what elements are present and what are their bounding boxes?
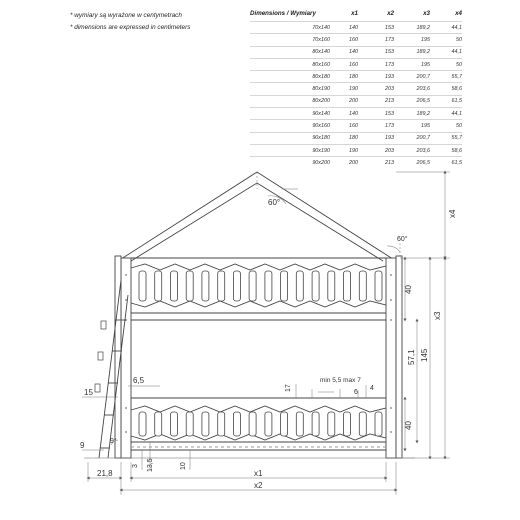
slat (249, 412, 256, 436)
table-cell: 193 (385, 135, 394, 142)
table-cell: 190 (349, 147, 358, 154)
table-cell: 90x200 (312, 159, 330, 166)
table-cell: 195 (421, 61, 430, 68)
table-cell: 44,1 (451, 110, 462, 117)
slat (296, 271, 303, 301)
table-cell: 90x180 (312, 135, 330, 142)
dim-40-top-label: 40 (404, 285, 413, 294)
table-cell: 80x190 (312, 86, 330, 93)
table-cell: 173 (385, 61, 394, 68)
slat (328, 412, 335, 436)
lower-slats (139, 412, 382, 436)
slat (375, 412, 382, 436)
table-cell: 213 (385, 159, 394, 166)
slat (233, 271, 240, 301)
dim-17-label: 17 (285, 384, 292, 392)
table-cell: 61,5 (451, 98, 462, 105)
slat (155, 412, 162, 436)
slat (344, 271, 351, 301)
dim-9-label: 9 (80, 441, 85, 450)
table-cell: 200 (349, 98, 358, 105)
table-cell: 160 (349, 61, 358, 68)
table-cell: 90x160 (312, 123, 330, 130)
table-cell: 189,2 (416, 49, 430, 56)
dim-x3-label: x3 (433, 311, 442, 320)
slat (328, 271, 335, 301)
table-cell: 50 (456, 61, 462, 68)
table-cell: 153 (385, 49, 394, 56)
table-cell: 153 (385, 24, 394, 31)
slat (171, 271, 178, 301)
table-cell: 70x140 (312, 24, 330, 31)
table-cell: 160 (349, 36, 358, 43)
dim-65-label: 6,5 (133, 376, 145, 385)
slat (265, 271, 272, 301)
slat (249, 271, 256, 301)
slat (281, 271, 288, 301)
table-cell: 180 (349, 135, 358, 142)
ladder-steps (95, 321, 106, 392)
slat (218, 271, 225, 301)
header-x3: x3 (423, 10, 430, 17)
slat (202, 412, 209, 436)
table-cell: 193 (385, 73, 394, 80)
table-cell: 200,7 (416, 135, 430, 142)
header-x2: x2 (387, 10, 394, 17)
table-cell: 190 (349, 86, 358, 93)
table-cell: 140 (349, 110, 358, 117)
slat (359, 271, 366, 301)
dim-571-label: 57,1 (407, 349, 416, 365)
dim-x2-label: x2 (254, 481, 263, 490)
dim-135-label: 13,5 (147, 458, 154, 472)
right-post (386, 258, 396, 458)
dim-6-label: 6 (354, 389, 358, 396)
note-english: * dimensions are expressed in centimeters (70, 24, 191, 31)
slat (155, 271, 162, 301)
table-cell: 153 (385, 110, 394, 117)
table-cell: 90x140 (312, 110, 330, 117)
table-cell: 50 (456, 36, 462, 43)
note-polish: * wymiary są wyrażone w centymetrach (70, 12, 182, 19)
slat (344, 412, 351, 436)
table-cell: 189,2 (416, 110, 430, 117)
table-cell: 44,1 (451, 49, 462, 56)
table-cell: 55,7 (451, 135, 462, 142)
table-cell: 203 (385, 147, 394, 154)
dim-40-bottom-label: 40 (404, 421, 413, 430)
table-cell: 206,5 (416, 98, 430, 105)
angle-roof-label: 60° (268, 198, 281, 207)
slat (202, 271, 209, 301)
table-cell: 58,6 (451, 86, 462, 93)
table-cell: 206,5 (416, 159, 430, 166)
table-cell: 200,7 (416, 73, 430, 80)
header-x1: x1 (351, 10, 358, 17)
roof-inner (131, 183, 383, 261)
table-cell: 140 (349, 49, 358, 56)
header-dimensions: Dimensions / Wymiary (250, 10, 316, 17)
dim-x4-label: x4 (448, 209, 457, 218)
left-post (121, 258, 131, 458)
table-cell: 61,5 (451, 159, 462, 166)
table-cell: 195 (421, 123, 430, 130)
table-cell: 173 (385, 123, 394, 130)
table-cell: 213 (385, 98, 394, 105)
dim-x1-label: x1 (254, 469, 263, 478)
angle-ladder-label: 9° (110, 438, 117, 445)
upper-slats (139, 271, 382, 301)
dim-145-label: 145 (420, 348, 429, 362)
table-cell: 189,2 (416, 24, 430, 31)
table-cell: 70x160 (312, 36, 330, 43)
slat (312, 271, 319, 301)
table-cell: 203,6 (416, 86, 430, 93)
table-cell: 80x140 (312, 49, 330, 56)
slat (186, 271, 193, 301)
dim-15-label: 15 (84, 388, 93, 397)
slat (233, 412, 240, 436)
table-cell: 203,6 (416, 147, 430, 154)
slat (171, 412, 178, 436)
table-cell: 50 (456, 123, 462, 130)
table-cell: 160 (349, 123, 358, 130)
slat-spacing-label: min 5,5 max 7 (320, 377, 361, 384)
angle-eave-label: 60° (397, 236, 408, 243)
table-cell: 44,1 (451, 24, 462, 31)
header-x4: x4 (455, 10, 462, 17)
slat (186, 412, 193, 436)
dim-3-label: 3 (132, 464, 139, 468)
table-cell: 200 (349, 159, 358, 166)
slat (281, 412, 288, 436)
dim-218-label: 21,8 (97, 469, 113, 478)
slat (296, 412, 303, 436)
slat (139, 271, 146, 301)
table-cell: 173 (385, 36, 394, 43)
table-cell: 80x160 (312, 61, 330, 68)
dim-4-label: 4 (370, 385, 374, 392)
slat (375, 271, 382, 301)
table-cell: 90x190 (312, 147, 330, 154)
slat (139, 412, 146, 436)
dim-10-label: 10 (180, 462, 187, 470)
slat (265, 412, 272, 436)
table-cell: 80x200 (312, 98, 330, 105)
table-cell: 203 (385, 86, 394, 93)
roof-detail (257, 172, 400, 268)
table-cell: 58,6 (451, 147, 462, 154)
table-cell: 180 (349, 73, 358, 80)
table-cell: 140 (349, 24, 358, 31)
slat (218, 412, 225, 436)
table-cell: 55,7 (451, 73, 462, 80)
table-cell: 195 (421, 36, 430, 43)
slat (312, 412, 319, 436)
table-cell: 80x180 (312, 73, 330, 80)
right-post-upright (396, 256, 402, 458)
slat (359, 412, 366, 436)
